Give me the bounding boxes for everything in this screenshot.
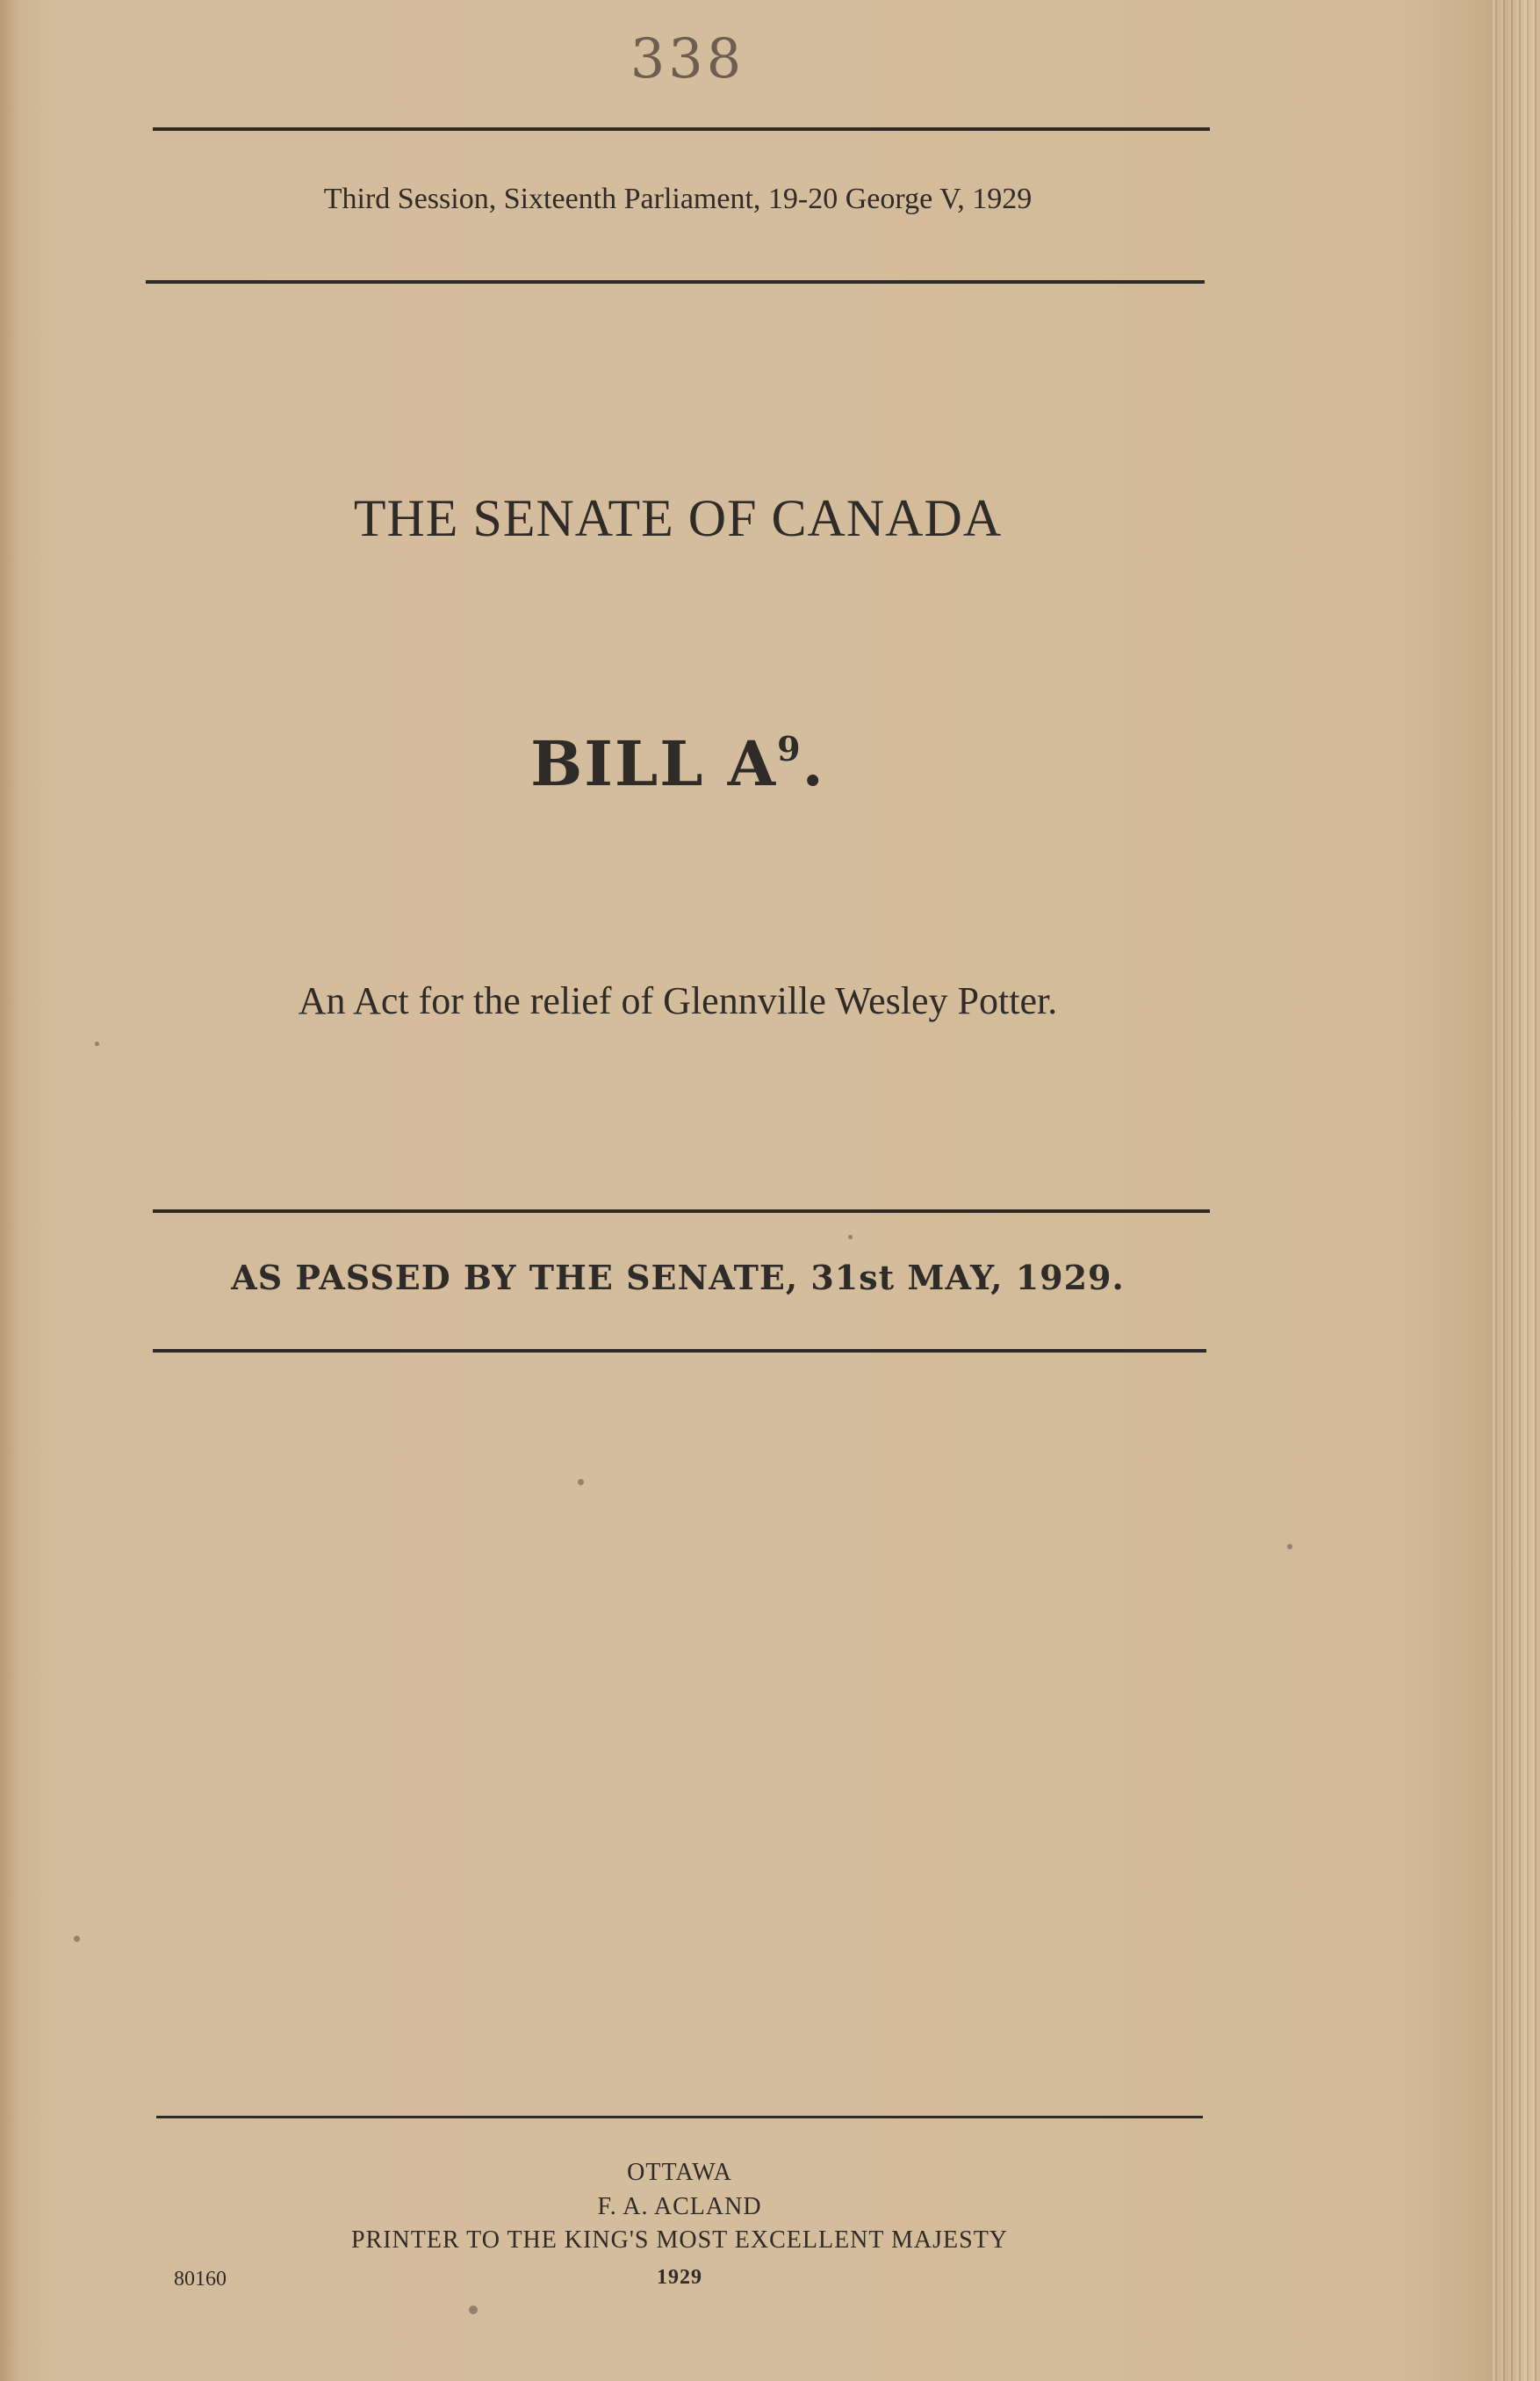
top-rule xyxy=(153,127,1210,131)
job-number: 80160 xyxy=(174,2268,227,2291)
imprint-rule xyxy=(156,2116,1203,2118)
paper-speck xyxy=(578,1479,584,1485)
passed-line: AS PASSED BY THE SENATE, 31st MAY, 1929. xyxy=(231,1258,1125,1297)
paper-speck xyxy=(95,1042,99,1046)
paper-speck xyxy=(848,1235,853,1239)
paper-speck xyxy=(469,2305,478,2314)
act-description: An Act for the relief of Glennville Wesley Potter. xyxy=(298,979,1058,1022)
header-bottom-rule xyxy=(146,280,1205,284)
bill-prefix: BILL A xyxy=(530,727,778,800)
passed-top-rule xyxy=(153,1209,1210,1213)
passed-bottom-rule xyxy=(153,1349,1206,1353)
bill-superscript: 9 xyxy=(777,729,802,768)
session-line: Third Session, Sixteenth Parliament, 19-20 George V, 1929 xyxy=(323,183,1033,215)
paper-speck xyxy=(1287,1544,1292,1549)
page-edge-stack xyxy=(1493,0,1540,2381)
stamp-number: 338 xyxy=(630,26,745,90)
imprint-year: 1929 xyxy=(657,2266,702,2289)
imprint-city: OTTAWA xyxy=(627,2159,732,2186)
senate-title: THE SENATE OF CANADA xyxy=(353,489,1003,547)
bill-title xyxy=(0,727,1356,800)
paper-speck xyxy=(74,1936,80,1942)
imprint-printer-title: PRINTER TO THE KING'S MOST EXCELLENT MAJESTY xyxy=(350,2226,1009,2254)
bill-suffix: . xyxy=(802,727,825,800)
imprint-printer-name: F. A. ACLAND xyxy=(597,2193,762,2220)
